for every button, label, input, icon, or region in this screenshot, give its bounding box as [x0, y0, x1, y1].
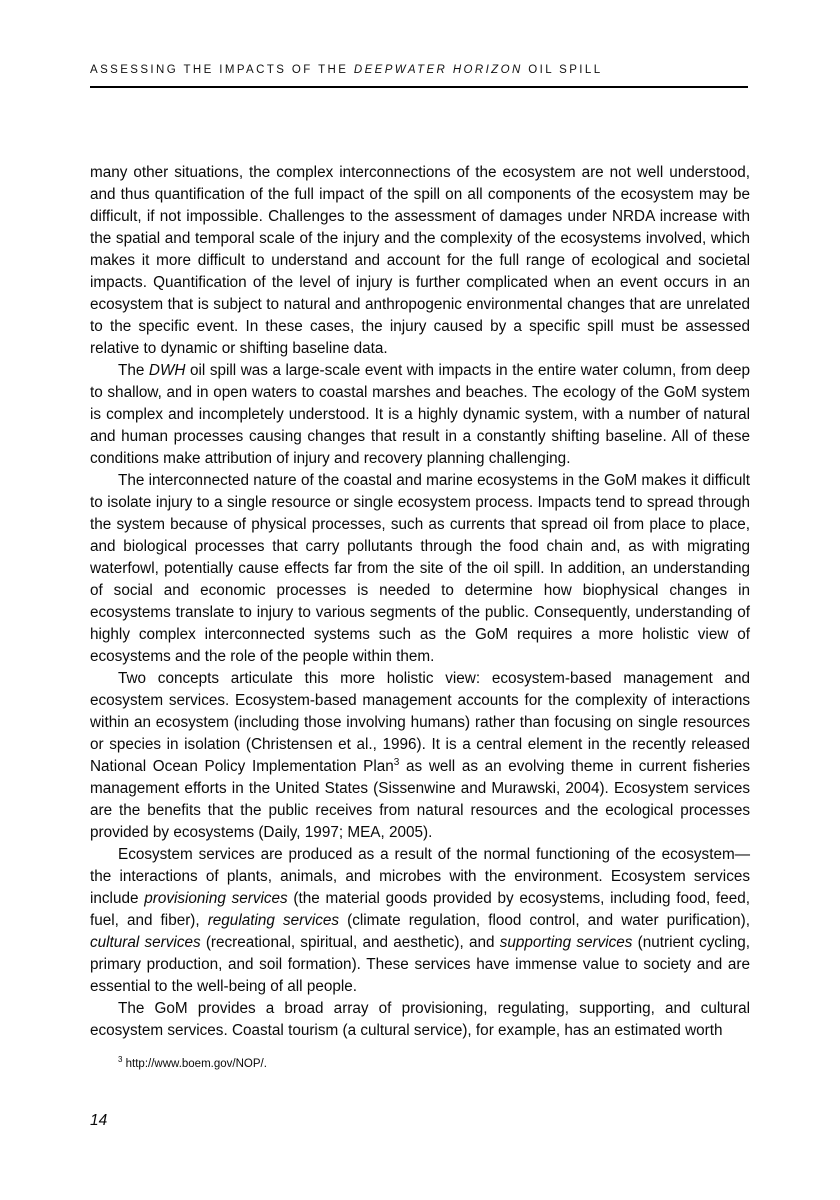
header-rule — [90, 86, 748, 88]
text-run: (climate regulation, flood control, and water purification), — [339, 912, 750, 929]
italic-text: cultural services — [90, 934, 201, 951]
running-header — [90, 64, 748, 96]
paragraph — [90, 668, 750, 844]
body-text — [90, 162, 750, 1042]
footnote-reference: 3 — [393, 756, 400, 768]
text-run: The interconnected nature of the coastal and marine ecosystems in the GoM makes it difficult to isolate injury to a single resource or single ecosystem process. Impacts tend to spread through the system because of physical processes, such as currents that spread oil from place to place, and biological processes that carry pollutants through the food chain and, as with migrating waterfowl, potentially cause effects far from the site of the oil spill. In addition, an understanding of social and economic processes is needed to determine how biophysical changes in ecosystems translate to injury to various segments of the public. Consequently, understanding of highly complex interconnected systems such as the GoM requires a more holistic view of ecosystems and the role of the people within them. — [90, 472, 750, 665]
footnote — [118, 1055, 267, 1070]
paragraph — [90, 470, 750, 668]
footnote-marker: 3 — [118, 1055, 123, 1065]
text-run: The — [118, 362, 149, 379]
paragraph — [90, 162, 750, 360]
text-run: Ecosystem services are produced as a result of the normal functioning of the ecosystem—the interactions of plants, animals, and microbes with the environment. Ecosystem services include — [90, 846, 750, 907]
paragraph — [90, 998, 750, 1042]
text-run: Two concepts articulate this more holistic view: ecosystem-based management and ecosystem services. Ecosystem-based management accounts for the complexity of interactions within an ecosystem (including those involving humans) rather than focusing on single resources or species in isolation (Christensen et al., 1996). It is a central element in the recently released National Ocean Policy Implementation Plan — [90, 670, 750, 775]
paragraph — [90, 844, 750, 998]
text-run: (the material goods provided by ecosystems, including food, feed, fuel, and fiber), — [90, 890, 750, 929]
text-run: (nutrient cycling, primary production, and soil formation). These services have immense value to society and are essential to the well-being of all people. — [90, 934, 750, 995]
italic-text: supporting services — [499, 934, 633, 951]
text-run: many other situations, the complex interconnections of the ecosystem are not well understood, and thus quantification of the full impact of the spill on all components of the ecosystem may be difficult, if not impossible. Challenges to the assessment of damages under NRDA increase with the spatial and temporal scale of the injury and the complexity of the ecosystems involved, which makes it more difficult to understand and account for the full range of ecological and societal impacts. Quantification of the level of injury is further complicated when an event occurs in an ecosystem that is subject to natural and anthropogenic environmental changes that are unrelated to the specific event. In these cases, the injury caused by a specific spill must be assessed relative to dynamic or shifting baseline data. — [90, 164, 750, 357]
header-text-run: OIL SPILL — [522, 64, 603, 76]
running-header-title — [90, 64, 748, 76]
italic-text: regulating services — [207, 912, 340, 929]
text-run: as well as an evolving theme in current fisheries management efforts in the United States (Sissenwine and Murawski, 2004). Ecosystem services are the benefits that the public receives from natural resources and the ecological processes provided by ecosystems (Daily, 1997; MEA, 2005). — [90, 758, 750, 841]
paragraph — [90, 360, 750, 470]
header-italic-text: DEEPWATER HORIZON — [353, 64, 523, 76]
text-run: (recreational, spiritual, and aesthetic), and — [200, 934, 500, 951]
page-number: 14 — [90, 1112, 108, 1129]
text-run: The GoM provides a broad array of provisioning, regulating, supporting, and cultural ecosystem services. Coastal tourism (a cultural service), for example, has an estimated worth — [90, 1000, 750, 1039]
header-text-run: ASSESSING THE IMPACTS OF THE — [90, 64, 354, 76]
text-run: oil spill was a large-scale event with impacts in the entire water column, from deep to shallow, and in open waters to coastal marshes and beaches. The ecology of the GoM system is complex and incompletely understood. It is a highly dynamic system, with a number of natural and human processes causing changes that result in a constantly shifting baseline. All of these conditions make attribution of injury and recovery planning challenging. — [90, 362, 751, 467]
italic-text: DWH — [148, 362, 186, 379]
italic-text: provisioning services — [144, 890, 288, 907]
footnote-url: http://www.boem.gov/NOP/. — [122, 1058, 267, 1070]
